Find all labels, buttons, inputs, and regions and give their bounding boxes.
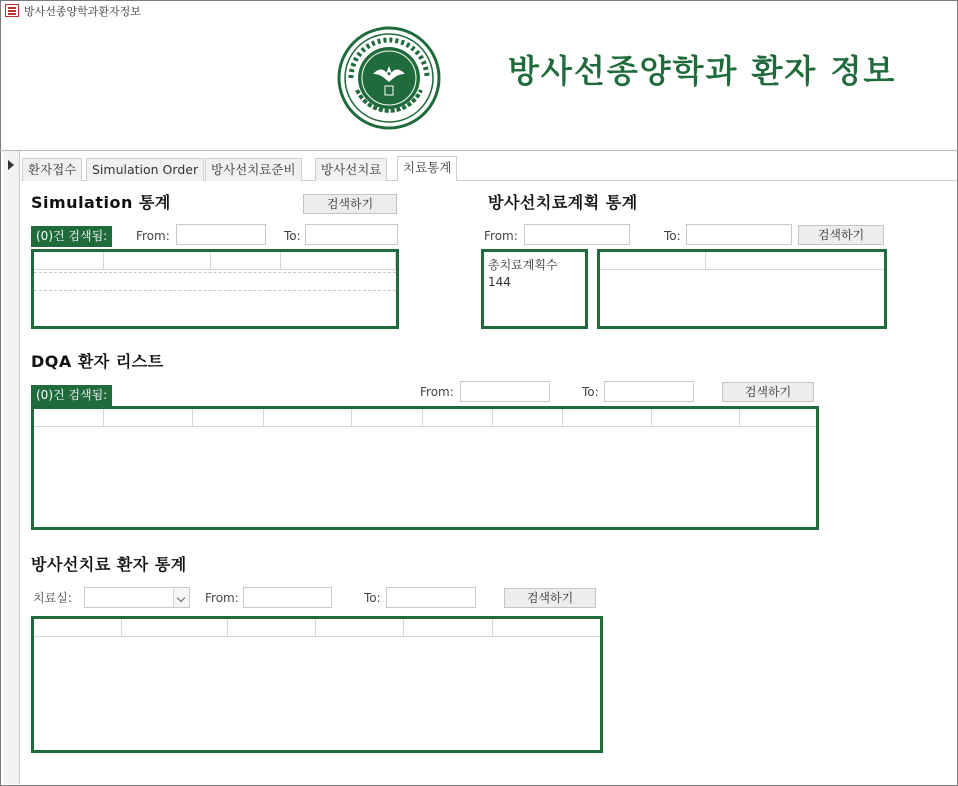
plan-total-label: 총치료계획수 (488, 258, 558, 272)
simulation-list-row (34, 290, 396, 291)
header-divider (0, 150, 958, 151)
chevron-down-icon[interactable] (173, 588, 189, 607)
simulation-search-button[interactable]: 검색하기 (303, 194, 397, 214)
treatment-room-label: 치료실: (33, 591, 72, 605)
tab-treatment[interactable]: 방사선치료 (315, 158, 387, 181)
dqa-to-input[interactable] (604, 381, 694, 402)
simulation-to-label: To: (284, 229, 301, 243)
treatment-to-input[interactable] (386, 587, 476, 608)
header-title: 방사선종양학과 환자 정보 (508, 52, 897, 90)
tab-treatment-statistics[interactable]: 치료통계 (397, 156, 457, 181)
simulation-list-header (34, 252, 396, 270)
simulation-section-title: Simulation 통계 (31, 193, 171, 212)
dqa-section-title: DQA 환자 리스트 (31, 352, 164, 371)
plan-from-input[interactable] (524, 224, 630, 245)
treatment-section-title: 방사선치료 환자 통계 (31, 555, 187, 574)
plan-search-button[interactable]: 검색하기 (798, 225, 884, 245)
simulation-count-badge: (0)건 검색됨: (31, 226, 112, 247)
tab-simulation-order[interactable]: Simulation Order (86, 158, 204, 181)
record-selector-arrow-icon (8, 160, 14, 170)
plan-section-title: 방사선치료계획 통계 (488, 193, 638, 212)
plan-from-label: From: (484, 229, 518, 243)
treatment-list[interactable] (31, 616, 603, 753)
plan-list[interactable] (597, 249, 887, 329)
plan-to-input[interactable] (686, 224, 792, 245)
simulation-from-input[interactable] (176, 224, 266, 245)
dqa-from-label: From: (420, 385, 454, 399)
treatment-search-button[interactable]: 검색하기 (504, 588, 596, 608)
tab-treatment-prep[interactable]: 방사선치료준비 (205, 158, 302, 181)
plan-total-value: 144 (488, 275, 511, 289)
treatment-from-label: From: (205, 591, 239, 605)
plan-list-header (600, 252, 884, 270)
plan-total-box (481, 249, 588, 329)
simulation-from-label: From: (136, 229, 170, 243)
dqa-count-badge: (0)건 검색됨: (31, 385, 112, 406)
record-selector-strip[interactable] (4, 151, 20, 784)
treatment-from-input[interactable] (243, 587, 332, 608)
simulation-to-input[interactable] (305, 224, 398, 245)
form-icon (5, 4, 19, 17)
treatment-to-label: To: (364, 591, 381, 605)
treatment-list-header (34, 619, 600, 637)
dqa-to-label: To: (582, 385, 599, 399)
dqa-list[interactable] (31, 406, 819, 530)
window-title: 방사선종양학과환자정보 (24, 5, 141, 18)
simulation-list[interactable] (31, 249, 399, 329)
dqa-from-input[interactable] (460, 381, 550, 402)
simulation-list-row (34, 272, 396, 273)
dqa-list-header (34, 409, 816, 427)
treatment-room-select[interactable] (84, 587, 190, 608)
dqa-search-button[interactable]: 검색하기 (722, 382, 814, 402)
tab-reception[interactable]: 환자접수 (22, 158, 82, 181)
plan-to-label: To: (664, 229, 681, 243)
logo (337, 26, 441, 130)
